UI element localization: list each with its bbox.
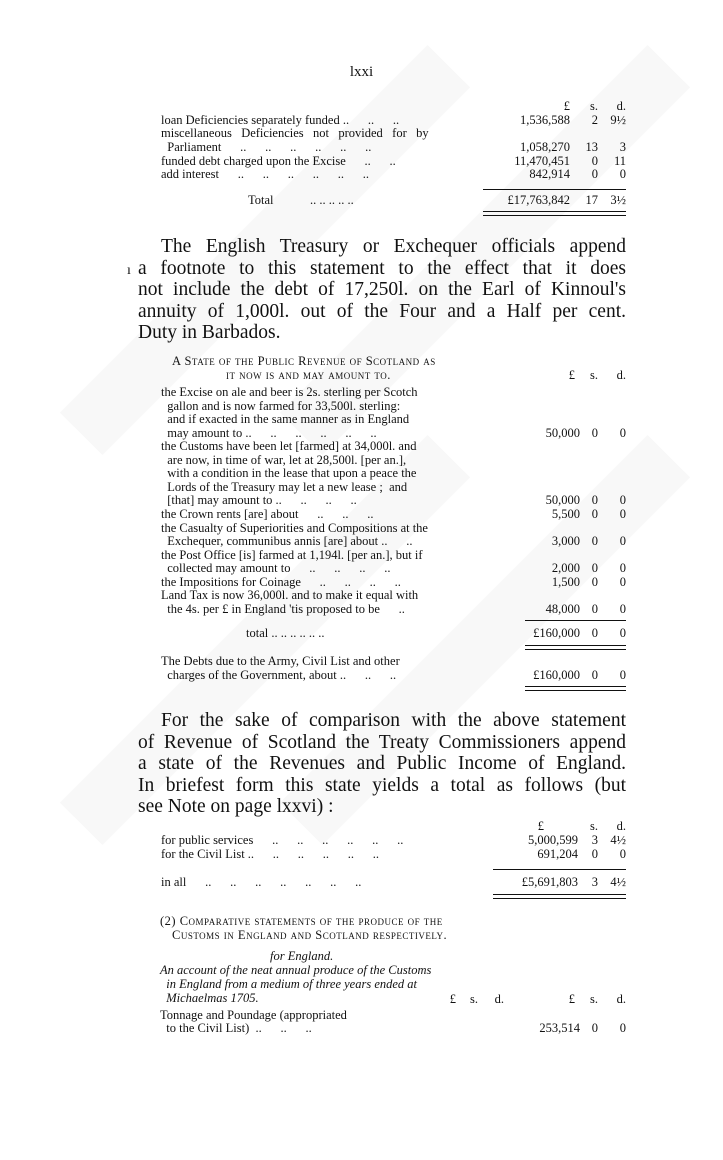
scotland-value-pounds: 48,000 [545, 601, 580, 616]
paragraph-line: see Note on page lxxvi) : [138, 796, 334, 817]
scotland-value-shillings: 0 [591, 561, 598, 576]
col-head-pence: d. [616, 992, 626, 1006]
scotland-line: Land Tax is now 36,000l. and to make it equal with [161, 588, 419, 603]
total-pence: 3½ [610, 193, 626, 207]
col-head-pence: d. [616, 819, 626, 833]
tonnage-shillings: 0 [591, 1021, 598, 1035]
table-row-label: funded debt charged upon the Excise .. .. [161, 154, 396, 168]
table-row-label: Parliament .. .. .. .. .. .. [161, 140, 372, 154]
debts-double-rule [525, 686, 626, 691]
col-head-shillings: s. [590, 368, 598, 382]
paragraph-line: not include the debt of 17,250l. on the Earl of Kinnoul's [138, 279, 626, 300]
total-pounds: £17,763,842 [507, 193, 570, 207]
scotland-value-pounds: 3,000 [551, 534, 580, 549]
table-row-label: for the Civil List .. .. .. .. .. .. [161, 847, 380, 861]
table-row-pence: 4½ [610, 833, 626, 847]
table-row-pounds: 842,914 [529, 167, 570, 181]
total-rule [493, 869, 626, 870]
scotland-line: the 4s. per £ in England 'tis proposed to be .. [161, 601, 405, 616]
account-line: An account of the neat annual produce of the Customs [160, 963, 432, 977]
table-row-pence: 11 [613, 154, 626, 168]
paragraph-line: a footnote to this statement to the effect that it does [138, 257, 626, 279]
tonnage-pence: 0 [619, 1021, 626, 1035]
table-row-pounds: 5,000,599 [528, 833, 578, 847]
paragraph-line: For the sake of comparison with the above statement [161, 710, 626, 731]
page-number: lxxi [349, 64, 374, 80]
table-row-pounds: 1,536,588 [520, 113, 570, 127]
scotland-line: with a condition in the lease that upon a peace the [161, 466, 417, 481]
inner-col-head-pounds: £ [449, 992, 456, 1006]
total-dots: .. .. .. .. .. [310, 193, 354, 207]
scotland-line: the Post Office [is] farmed at 1,194l. [per an.], but if [161, 547, 423, 562]
total-rule [483, 189, 626, 190]
total-shillings: 0 [591, 626, 598, 640]
scotland-line: the Casualty of Superiorities and Compositions at the [161, 520, 428, 535]
tonnage-pounds: 253,514 [539, 1021, 580, 1035]
col-head-shillings: s. [590, 819, 598, 833]
table-row-pence: 9½ [610, 113, 626, 127]
total-label: in all .. .. .. .. .. .. .. [161, 875, 362, 889]
scotland-value-pounds: 1,500 [551, 574, 580, 589]
total-shillings: 3 [591, 875, 598, 889]
table-row-pounds: 1,058,270 [520, 140, 570, 154]
col-head-pounds: £ [537, 819, 544, 833]
scotland-line: may amount to .. .. .. .. .. .. [161, 425, 377, 440]
section-heading-line2: Customs in England and Scotland respectively. [172, 928, 448, 942]
col-head-pence: d. [616, 368, 626, 382]
paragraph-line: a state of the Revenues and Public Income of England. [138, 753, 626, 774]
scotland-value-pence: 0 [619, 601, 626, 616]
table-row-label: for public services .. .. .. .. .. .. [161, 833, 404, 847]
scotland-value-pounds: 50,000 [545, 425, 580, 440]
table-row-pence: 3 [619, 140, 626, 154]
total-double-rule [483, 211, 626, 216]
col-head-pence: d. [616, 99, 626, 113]
scotland-heading-line1: A State of the Public Revenue of Scotland as [172, 354, 436, 368]
table-row-label: loan Deficiencies separately funded .. .. .. [161, 113, 400, 127]
total-label: Total [248, 193, 274, 207]
scotland-line: gallon and is now farmed for 33,500l. sterling: [161, 398, 401, 413]
table-row-shillings: 13 [585, 140, 598, 154]
inner-col-head-shillings: s. [470, 992, 478, 1006]
table-row-pence: 0 [619, 847, 626, 861]
account-line: Michaelmas 1705. [160, 991, 259, 1005]
col-head-pounds: £ [568, 368, 575, 382]
table-row-shillings: 2 [591, 113, 598, 127]
scotland-line: the Excise on ale and beer is 2s. sterling per Scotch [161, 385, 418, 399]
total-pence: 0 [619, 626, 626, 640]
col-head-pounds: £ [568, 992, 575, 1006]
scotland-value-shillings: 0 [591, 493, 598, 508]
debts-pounds: £160,000 [533, 668, 580, 682]
scotland-value-shillings: 0 [591, 425, 598, 440]
scotland-line: the Crown rents [are] about .. .. .. [161, 506, 374, 521]
table-row-shillings: 3 [591, 833, 598, 847]
scotland-value-shillings: 0 [591, 574, 598, 589]
table-row-pounds: 11,470,451 [514, 154, 570, 168]
table-row-pence: 0 [619, 167, 626, 181]
scotland-line: collected may amount to .. .. .. .. [161, 561, 391, 576]
tonnage-line2: to the Civil List) .. .. .. [160, 1021, 312, 1035]
scotland-value-pence: 0 [619, 534, 626, 549]
scotland-value-pence: 0 [619, 493, 626, 508]
scotland-line: the Customs have been let [farmed] at 34,000l. and [161, 439, 417, 454]
col-head-shillings: s. [590, 99, 598, 113]
scotland-value-pounds: 5,500 [551, 506, 580, 521]
scotland-value-shillings: 0 [591, 506, 598, 521]
margin-mark: ı [127, 263, 131, 278]
paragraph-line: annuity of 1,000l. out of the Four and a Half per cent. [138, 300, 626, 322]
total-rule [525, 620, 626, 621]
table-row-shillings: 0 [591, 154, 598, 168]
debts-line2: charges of the Government, about .. .. .. [161, 668, 397, 682]
scotland-value-shillings: 0 [591, 601, 598, 616]
total-label: total .. .. .. .. .. .. [246, 626, 325, 640]
scotland-heading-line2: it now is and may amount to. [226, 368, 391, 382]
scotland-line: and if exacted in the same manner as in England [161, 412, 410, 427]
paragraph-line: Duty in Barbados. [138, 322, 281, 343]
section-subheading: for England. [270, 949, 334, 963]
scotland-line: Lords of the Treasury may let a new lease ; and [161, 479, 408, 494]
scotland-value-pence: 0 [619, 561, 626, 576]
scotland-value-shillings: 0 [591, 534, 598, 549]
tonnage-line1: Tonnage and Poundage (appropriated [160, 1008, 347, 1022]
table-row-shillings: 0 [591, 167, 598, 181]
total-shillings: 17 [585, 193, 598, 207]
inner-col-head-pence: d. [494, 992, 504, 1006]
paragraph-line: In briefest form this state yields a total as follows (but [138, 774, 626, 796]
total-pounds: £160,000 [533, 626, 580, 640]
scotland-value-pence: 0 [619, 425, 626, 440]
table-row-shillings: 0 [591, 847, 598, 861]
paragraph-line: The English Treasury or Exchequer officials append [161, 236, 626, 257]
scotland-value-pounds: 50,000 [545, 493, 580, 508]
section-heading-line1: (2) Comparative statements of the produce of the [160, 914, 443, 928]
total-pounds: £5,691,803 [521, 875, 578, 889]
debts-line1: The Debts due to the Army, Civil List and other [161, 654, 400, 668]
scotland-value-pounds: 2,000 [551, 561, 580, 576]
table-row-label: add interest .. .. .. .. .. .. [161, 167, 369, 181]
scotland-line: [that] may amount to .. .. .. .. [161, 493, 357, 508]
col-head-pounds: £ [563, 99, 570, 113]
col-head-shillings: s. [590, 992, 598, 1006]
paragraph-line: of Revenue of Scotland the Treaty Commissioners append [138, 731, 626, 753]
debts-shillings: 0 [591, 668, 598, 682]
scotland-line: the Impositions for Coinage .. .. .. .. [161, 574, 401, 589]
total-double-rule [525, 645, 626, 650]
scotland-value-pence: 0 [619, 574, 626, 589]
total-double-rule [493, 894, 626, 899]
scotland-line: Exchequer, communibus annis [are] about .. .. [161, 534, 413, 549]
total-pence: 4½ [610, 875, 626, 889]
debts-pence: 0 [619, 668, 626, 682]
account-line: in England from a medium of three years ended at [160, 977, 418, 991]
scotland-value-pence: 0 [619, 506, 626, 521]
scotland-line: are now, in time of war, let at 28,500l. [per an.], [161, 452, 407, 467]
table-row-label: miscellaneous Deficiencies not provided for by [161, 126, 429, 140]
table-row-pounds: 691,204 [537, 847, 578, 861]
